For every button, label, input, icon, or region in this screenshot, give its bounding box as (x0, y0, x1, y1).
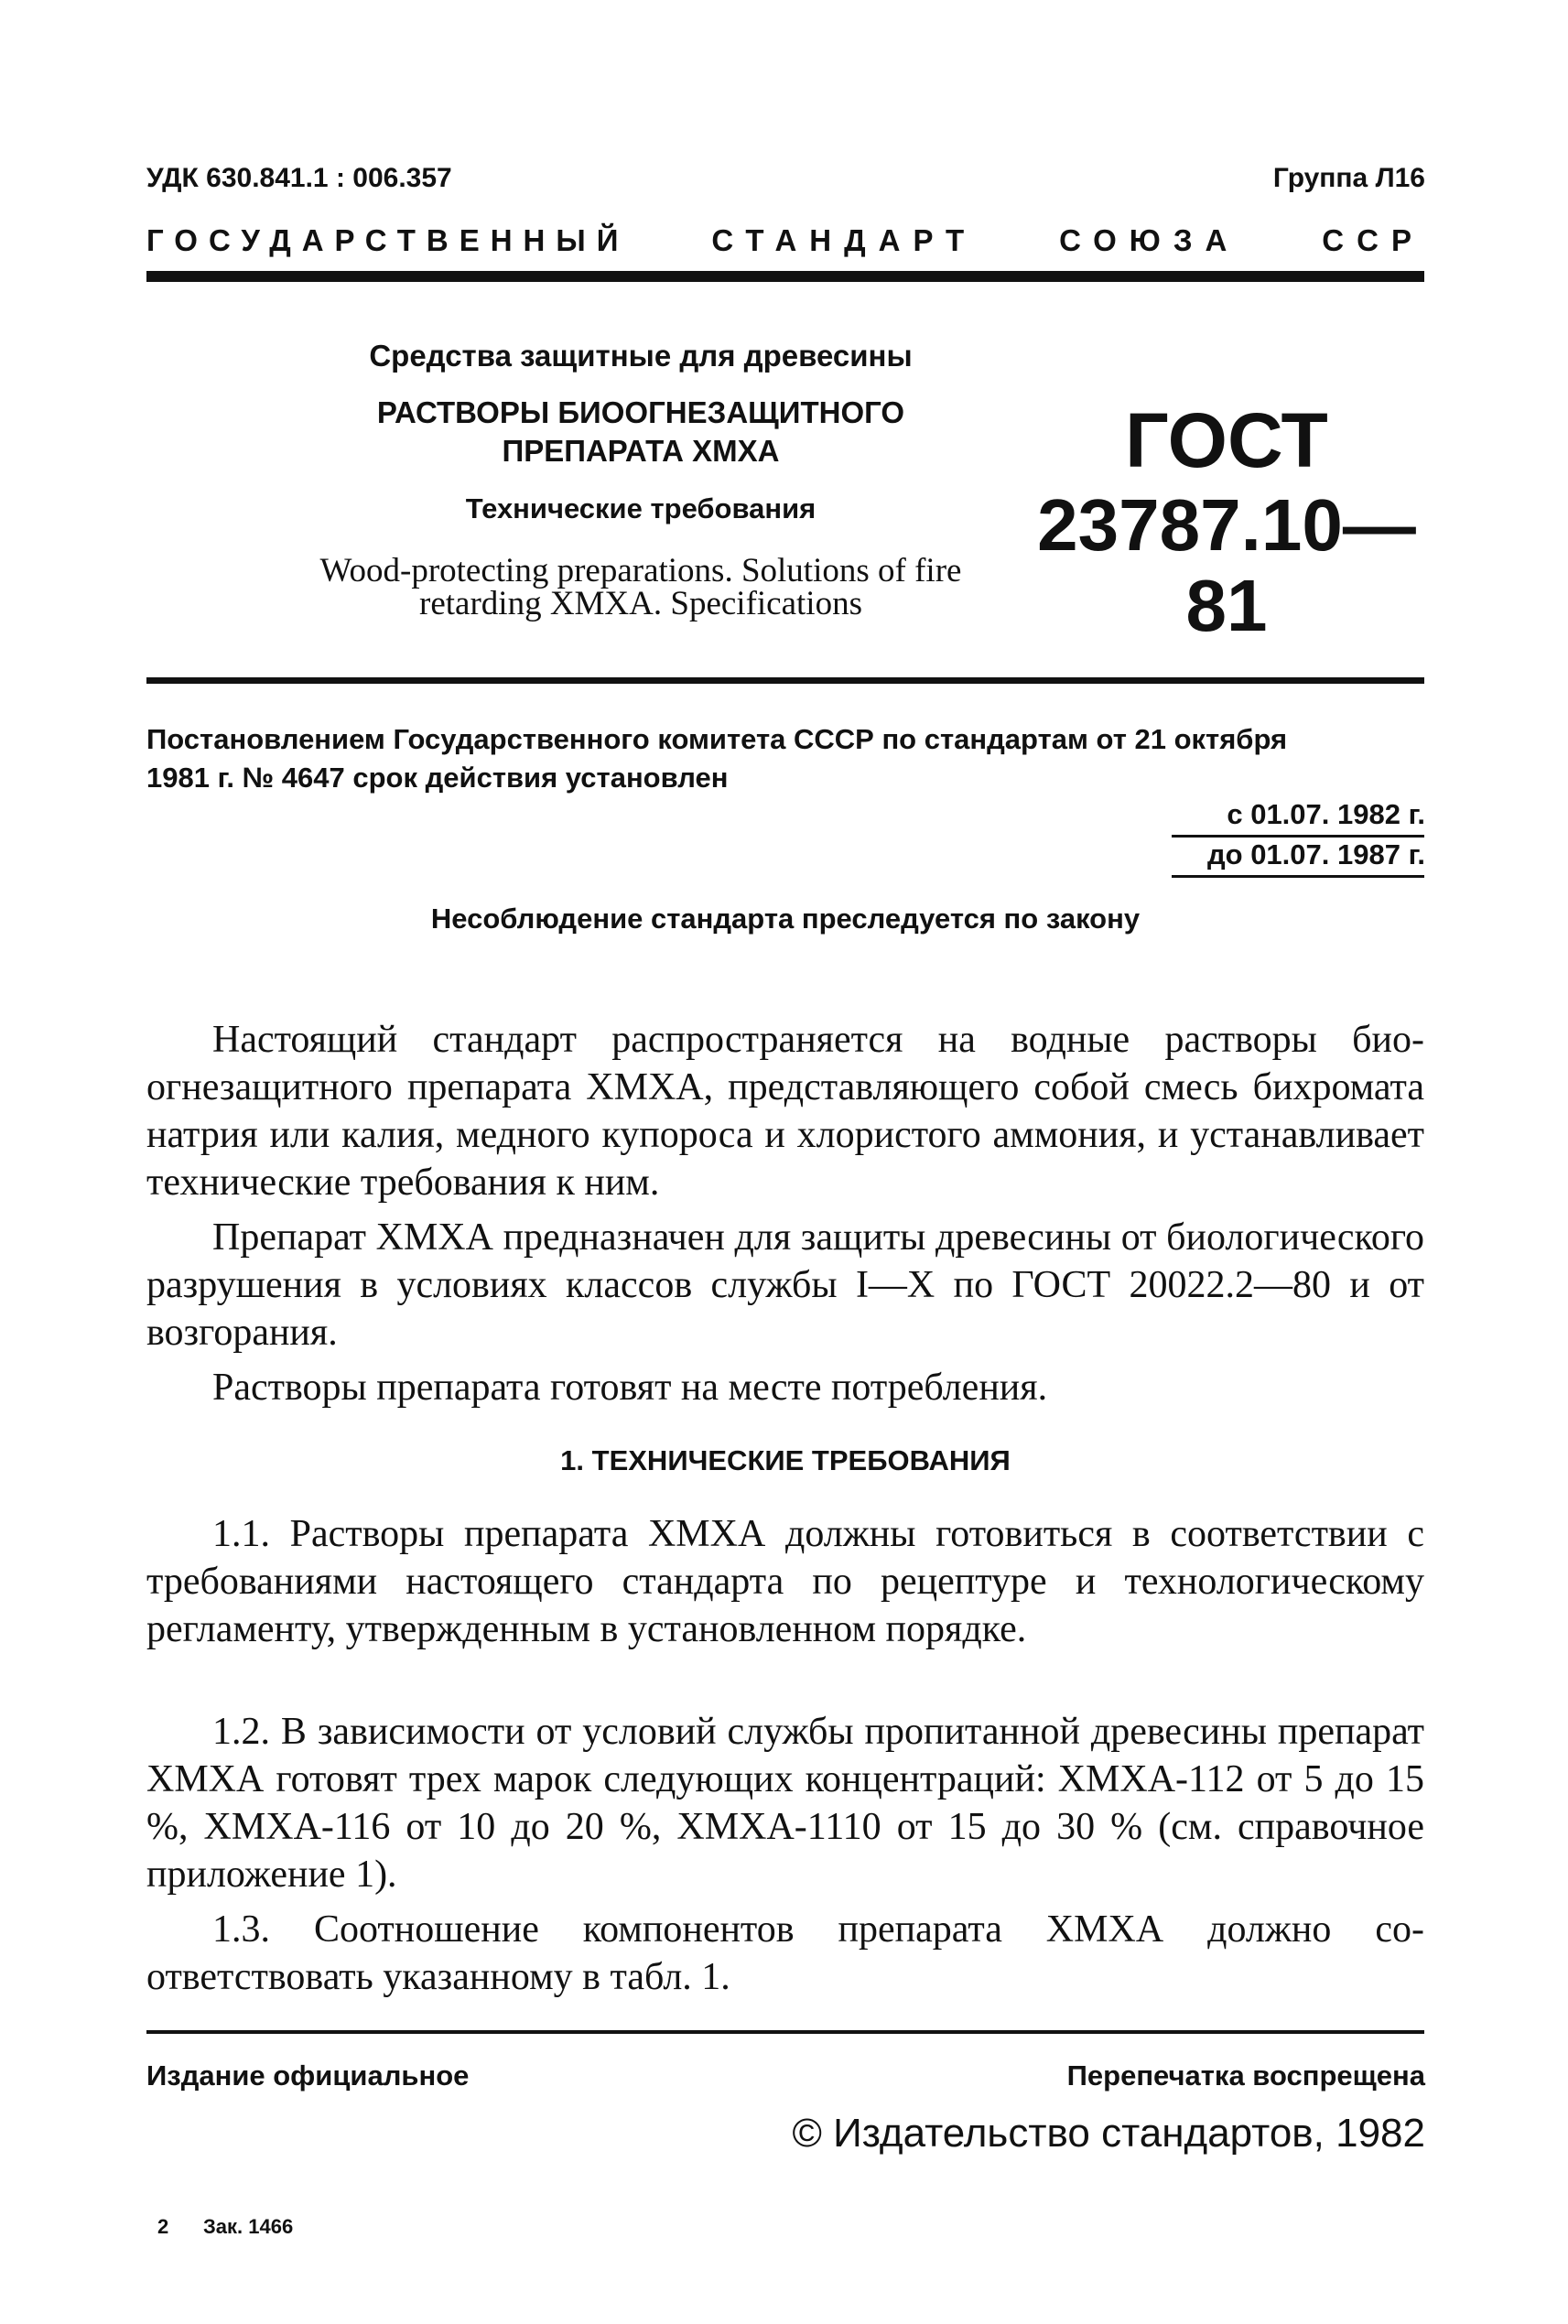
title-line-2: РАСТВОРЫ БИООГНЕЗАЩИТНОГО (376, 395, 905, 429)
gost-label: ГОСТ (1125, 397, 1328, 483)
validity-from: с 01.07. 1982 г. (1227, 798, 1425, 830)
validity-underline-1 (1172, 835, 1424, 838)
heading-thick-rule (146, 271, 1424, 282)
publisher: © Издательство стандартов, 1982 (792, 2111, 1425, 2156)
title-line-1: Средства защитные для древесины (369, 339, 913, 373)
validity-underline-2 (1172, 875, 1424, 878)
heading-word: ССР (1322, 223, 1424, 257)
udk-code: УДК 630.841.1 : 006.357 (146, 163, 452, 193)
state-standard-heading (146, 223, 1424, 258)
order-number: Зак. 1466 (203, 2215, 294, 2238)
gost-number: 23787.10—81 (1037, 484, 1416, 646)
decree-line-1: Постановлением Государственного комитета СССР по стандартам от 21 октября (146, 723, 1288, 755)
section-title: 1. ТЕХНИЧЕСКИЕ ТРЕБОВАНИЯ (560, 1444, 1011, 1476)
official-edition: Издание официальное (146, 2059, 470, 2092)
title-rule (146, 677, 1424, 684)
intro-paragraph-2: Препарат ХМХА предназначен для защиты древесины от биологического разрушения в условиях классов службы I—X по ГОСТ 20022.2—80 и от возгорания. (146, 1216, 1424, 1354)
footer-rule (146, 2030, 1424, 2034)
reprint-notice: Перепечатка воспрещена (1066, 2059, 1425, 2092)
decree-line-2: 1981 г. № 4647 срок действия установлен (146, 762, 729, 794)
heading-word: СТАНДАРТ (711, 223, 978, 257)
heading-word: ГОСУДАРСТВЕННЫЙ (146, 223, 630, 257)
clause-1-2: 1.2. В зависимости от условий службы пропитанной древесины препарат ХМХА готовят трех марок следующих концентраций: ХМХА-112 от 5 до 15 %, ХМХА-116 от 10 до 20 %, ХМХА-1110 от 15 до 30 % (см. справочное приложение 1). (146, 1711, 1424, 1896)
clause-1-1: 1.1. Растворы препарата ХМХА должны готовиться в соответствии с требованиями настоящего стандарта по рецептуре и технологическому регламенту, утвержденным в установленном порядке. (146, 1513, 1424, 1650)
group-code: Группа Л16 (1272, 163, 1425, 193)
english-title-2: retarding XMXA. Specifications (419, 585, 862, 622)
intro-paragraph-1: Настоящий стандарт распространяется на водные растворы биоогнезащитного препарата ХМХА, представляющего собой смесь бихромата натрия или калия, медного купороса и хлористого аммония, и устанавливает технические требования к ним. (146, 1019, 1424, 1204)
title-line-3: ПРЕПАРАТА ХМХА (502, 434, 780, 468)
title-line-4: Технические требования (465, 492, 816, 524)
clause-1-3: 1.3. Соотношение компонентов препарата ХМХА должно соответствовать указанному в табл. 1. (146, 1908, 1424, 1998)
validity-to: до 01.07. 1987 г. (1206, 838, 1425, 870)
english-title-1: Wood-protecting preparations. Solutions of fire (319, 552, 962, 589)
intro-paragraph-3: Растворы препарата готовят на месте потребления. (212, 1367, 1048, 1409)
legal-notice: Несоблюдение стандарта преследуется по закону (430, 903, 1141, 935)
heading-word: СОЮЗА (1059, 223, 1240, 257)
page-number: 2 (157, 2215, 169, 2238)
